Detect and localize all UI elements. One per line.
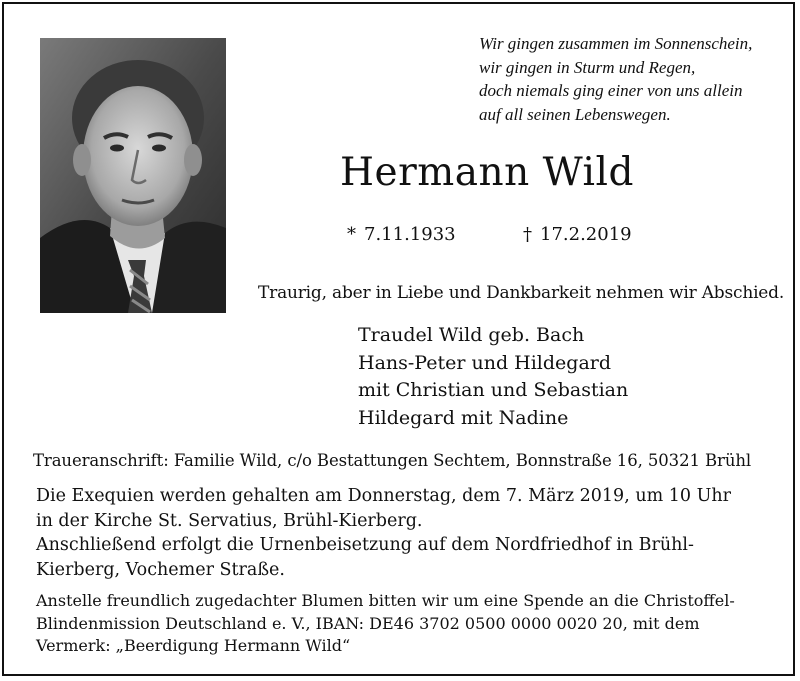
portrait-photo [40,38,226,313]
birth-date [347,224,456,245]
death-cross-icon: † [523,224,532,245]
donation-line: Vermerk: „Beerdigung Hermann Wild“ [36,636,351,655]
mourner-entry: Hans-Peter und Hildegard [358,351,612,374]
mourner-entry: Hildegard mit Nadine [358,406,569,429]
death-date-value: 17.2.2019 [540,224,632,245]
poem-line: Wir gingen zusammen im Sonnenschein, [479,34,753,53]
poem-line: auf all seinen Lebenswegen. [479,104,671,124]
donation-request [36,590,776,658]
mourners-list [358,322,628,432]
birth-star-icon: * [347,224,356,245]
poem-line: wir gingen in Sturm und Regen, [479,57,696,77]
service-line: Anschließend erfolgt die Urnenbeisetzung auf dem Nordfriedhof in Brühl- [36,535,694,555]
donation-line: Anstelle freundlich zugedachter Blumen bitten wir um eine Spende an die Christoffel- [36,591,735,610]
service-line: in der Kirche St. Servatius, Brühl-Kierberg. [36,510,423,531]
memorial-poem [479,32,789,126]
deceased-name: Hermann Wild [340,150,634,195]
mourning-address: Traueranschrift: Familie Wild, c/o Bestattungen Sechtem, Bonnstraße 16, 50321 Brühl [33,451,752,470]
poem-line: doch niemals ging einer von uns allein [479,81,743,100]
funeral-service-info [36,484,766,582]
mourner-entry: Traudel Wild geb. Bach [358,324,585,346]
birth-date-value: 7.11.1933 [364,224,456,245]
service-line: Kierberg, Vochemer Straße. [36,559,285,580]
farewell-message: Traurig, aber in Liebe und Dankbarkeit nehmen wir Abschied. [258,283,785,303]
donation-line: Blindenmission Deutschland e. V., IBAN: DE46 3702 0500 0000 0020 20, mit dem [36,613,700,633]
service-line: Die Exequien werden gehalten am Donnerstag, dem 7. März 2019, um 10 Uhr [36,486,731,506]
death-date [523,224,632,245]
mourner-entry: mit Christian und Sebastian [358,379,629,401]
